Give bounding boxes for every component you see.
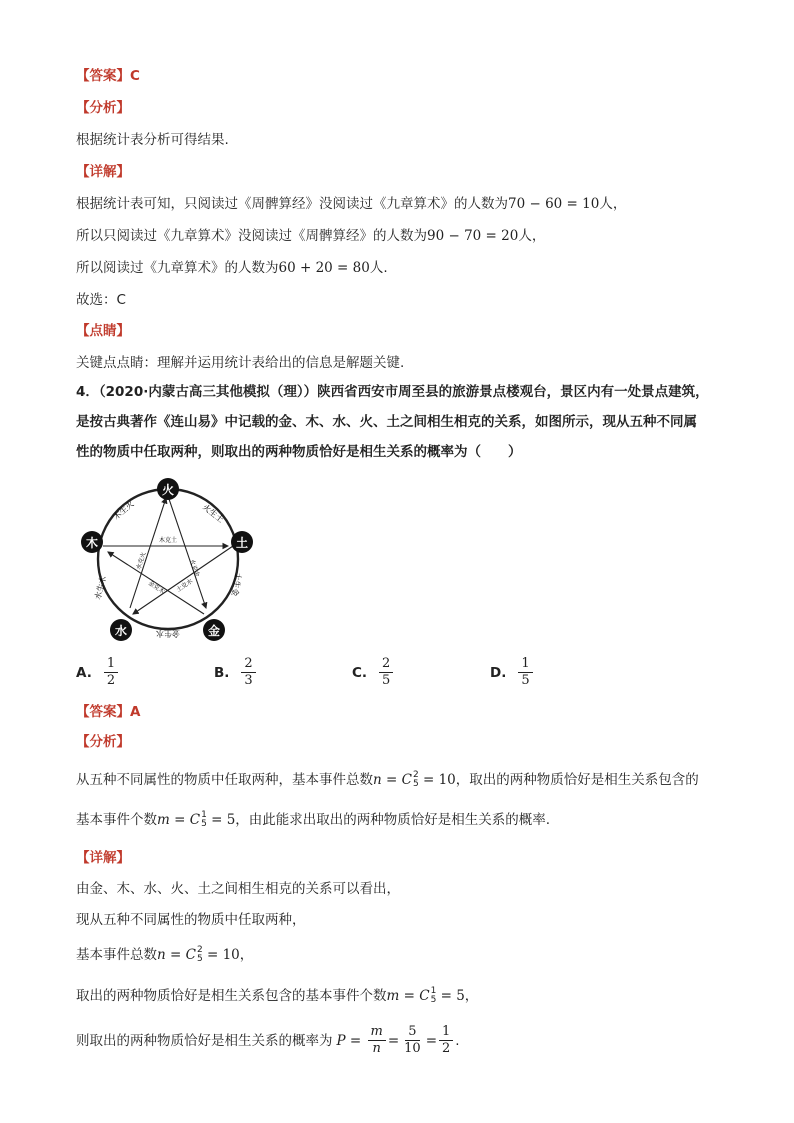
detail-q4-line-3: 基本事件总数n = C 2 5 = 10，	[76, 945, 254, 964]
option-b-fraction: $\frac{2}{3}$	[241, 656, 255, 689]
detail-q4-line-5: 则取出的两种物质恰好是相生关系的概率为 P = $\frac{m}{n}$ = $\frac{5}{10}$ = $\frac{1}{2}$ .	[76, 1024, 460, 1056]
label-generating: 木生火	[111, 499, 136, 522]
label-generating: 水生木	[93, 575, 109, 601]
remark-text: 关键点点睛：理解并运用统计表给出的信息是解题关键.	[76, 355, 405, 371]
option-c-fraction: $\frac{2}{5}$	[379, 656, 393, 689]
node-fire	[157, 478, 179, 500]
question-line-3: 性的物质中任取两种，则取出的两种物质恰好是相生关系的概率为（ ）	[76, 444, 522, 460]
option-c[interactable]: C. $\frac{2}{5}$	[352, 656, 395, 689]
question-line-1: 4．（2020·内蒙古高三其他模拟（理））陕西省西安市周至县的旅游景点楼观台，景区内有一处景点建筑，	[76, 384, 709, 400]
option-a-fraction: $\frac{1}{2}$	[104, 656, 118, 689]
label-overcoming: 火克金	[188, 558, 201, 578]
label-overcoming: 金克木	[146, 579, 166, 596]
label-generating: 土生金	[229, 571, 243, 597]
node-water	[110, 619, 132, 641]
node-wood	[81, 531, 103, 553]
svg-text:土: 土	[235, 536, 249, 550]
overcome-arrow	[168, 496, 206, 608]
analysis-q4-line-2: 基本事件个数m = C 1 5 = 5，由此能求出取出的两种物质恰好是相生关系的概率.	[76, 810, 551, 829]
question-line-2: 是按古典著作《连山易》中记载的金、木、水、火、土之间相生相克的关系，如图所示，现从五种不同属	[76, 414, 697, 430]
answer-line-q4: 【答案】A	[76, 704, 141, 720]
detail-label-line	[76, 163, 130, 181]
option-b[interactable]: B. $\frac{2}{3}$	[214, 656, 258, 689]
analysis-label: 【分析】	[76, 100, 130, 116]
svg-text:金: 金	[207, 624, 221, 638]
label-overcoming: 土克水	[175, 577, 195, 594]
svg-text:木: 木	[85, 536, 99, 550]
label-generating: 火生土	[200, 502, 226, 525]
detail-line-1: 根据统计表可知，只阅读过《周髀算经》没阅读过《九章算术》的人数为70 − 60 = 10人，	[76, 196, 627, 212]
node-earth	[231, 531, 253, 553]
detail-q4-line-4: 取出的两种物质恰好是相生关系包含的基本事件个数m = C 1 5 = 5，	[76, 986, 479, 1005]
label-generating: 金生水	[156, 629, 180, 638]
node-metal	[203, 619, 225, 641]
analysis-q4-line-1: 从五种不同属性的物质中任取两种，基本事件总数n = C 2 5 = 10，取出的两种物质恰好是相生关系包含的	[76, 770, 699, 789]
option-d-fraction: $\frac{1}{5}$	[518, 656, 532, 689]
remark-label: 【点睛】	[76, 323, 130, 339]
analysis-label-line	[76, 99, 130, 117]
analysis-label-q4: 【分析】	[76, 734, 130, 750]
label-overcoming: 木克土	[158, 537, 178, 544]
option-d[interactable]: D. $\frac{1}{5}$	[490, 656, 535, 689]
detail-line-2: 所以只阅读过《九章算术》没阅读过《周髀算经》的人数为90 − 70 = 20人，	[76, 228, 546, 244]
overcome-arrow	[133, 546, 233, 614]
answer-label: 【答案】	[76, 68, 130, 84]
svg-text:火: 火	[161, 483, 175, 497]
detail-q4-line-1: 由金、木、水、火、土之间相生相克的关系可以看出，	[76, 881, 400, 897]
answer-value: C	[130, 68, 140, 84]
option-a[interactable]: A. $\frac{1}{2}$	[76, 656, 120, 689]
svg-text:水: 水	[114, 624, 128, 638]
detail-label-q4: 【详解】	[76, 850, 130, 866]
wuxing-diagram	[78, 474, 258, 644]
label-overcoming: 水克火	[135, 551, 148, 571]
choose-line: 故选：C	[76, 292, 126, 308]
answer-line	[76, 67, 140, 85]
detail-q4-line-2: 现从五种不同属性的物质中任取两种，	[76, 912, 306, 928]
detail-line-3: 所以阅读过《九章算术》的人数为60 + 20 = 80人.	[76, 260, 388, 276]
remark-label-line	[76, 322, 130, 340]
detail-label: 【详解】	[76, 164, 130, 180]
analysis-text: 根据统计表分析可得结果.	[76, 132, 229, 148]
